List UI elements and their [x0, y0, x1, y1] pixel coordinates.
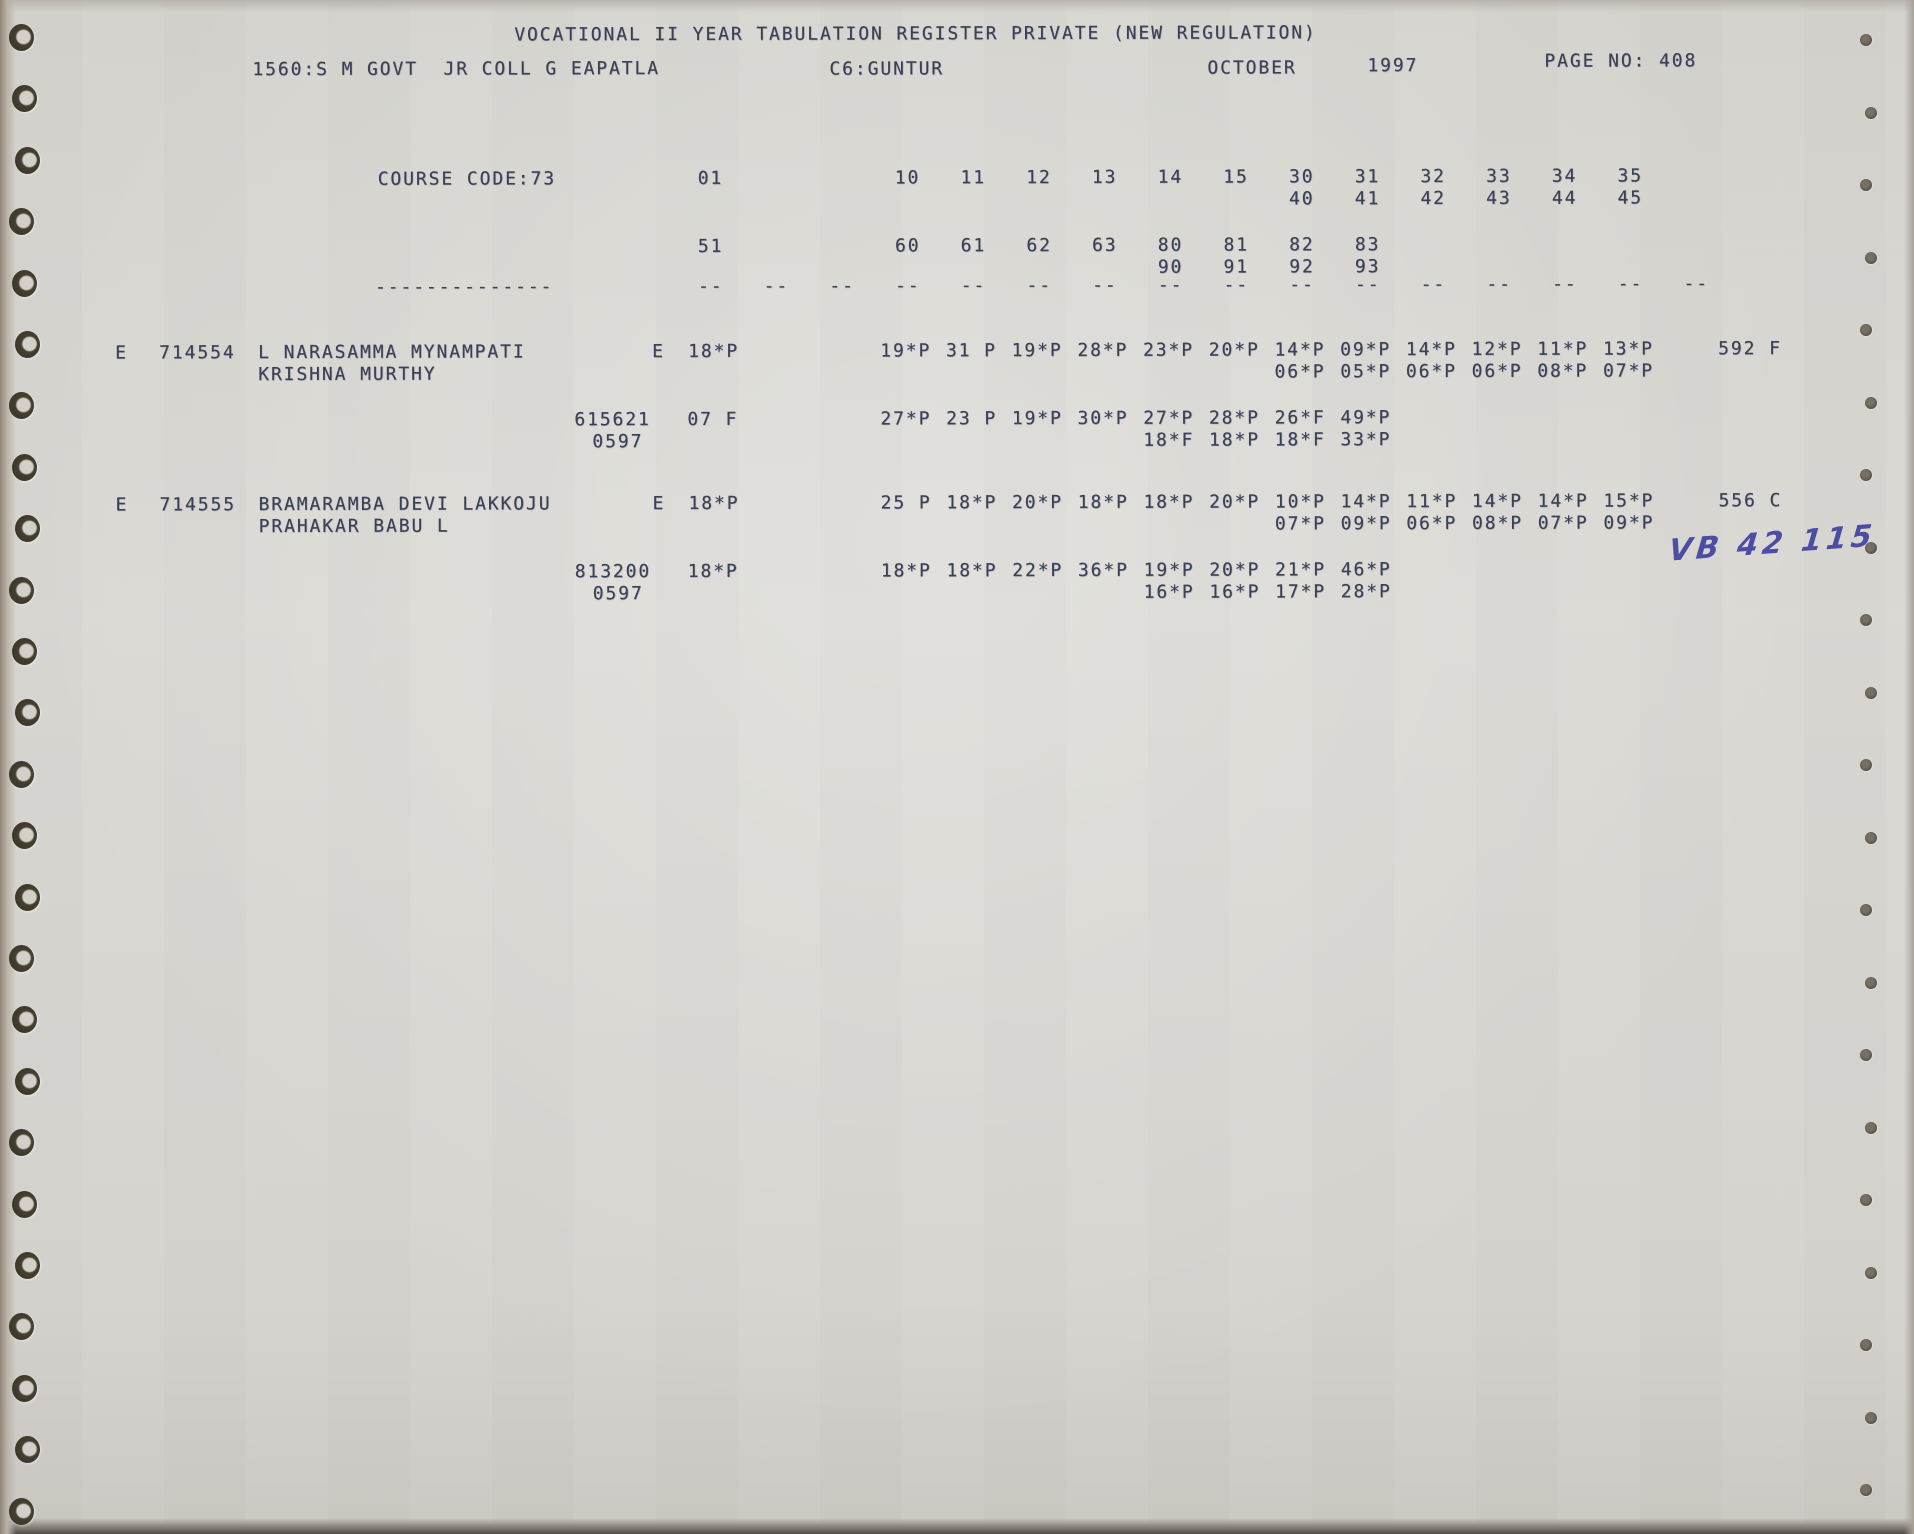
subject-code: 93 — [1354, 256, 1381, 278]
mark-token: 07*P — [1274, 513, 1326, 535]
mark-token: 18*P — [1143, 491, 1195, 513]
rule-dash: -- — [1157, 274, 1184, 296]
mark-token: 20*P — [1209, 491, 1261, 513]
subject-code: 31 — [1354, 166, 1381, 188]
rule-dash: -- — [960, 275, 987, 297]
mark-token: 11*P — [1406, 490, 1458, 513]
previous-session: 0597 — [592, 583, 644, 605]
subject-col-01: 01 — [697, 167, 724, 189]
subject-code: 43 — [1486, 187, 1512, 209]
previous-language-mark: 07 F — [687, 408, 739, 430]
rule-dash: -- — [1552, 273, 1578, 295]
mark-token: 20*P — [1209, 559, 1261, 581]
subject-code: 34 — [1551, 165, 1578, 187]
father-name: PRAHAKAR BABU L — [258, 515, 450, 538]
subject-code: 90 — [1157, 256, 1184, 278]
subject-code: 81 — [1223, 234, 1249, 256]
rule-dash: -- — [1683, 273, 1709, 295]
total-marks: 592 F — [1718, 338, 1782, 360]
mark-token: 16*P — [1209, 581, 1261, 603]
mark-token: 15*P — [1603, 490, 1655, 512]
mark-token: 28*P — [1340, 581, 1392, 603]
father-name: KRISHNA MURTHY — [258, 363, 437, 386]
rule-dash: -- — [829, 275, 855, 297]
mark-token: 27*P — [1143, 407, 1195, 429]
subject-code: 60 — [894, 235, 921, 257]
mark-token: 19*P — [1143, 559, 1195, 581]
medium-code: E — [652, 493, 666, 515]
mark-token: 14*P — [1405, 338, 1457, 361]
rule-dash: -- — [1223, 274, 1250, 296]
mark-token: 20*P — [1208, 339, 1260, 361]
mark-token: 18*F — [1274, 429, 1326, 451]
subject-code: 15 — [1223, 166, 1249, 188]
mark-token: 11*P — [1537, 338, 1589, 360]
mark-token: 33*P — [1340, 429, 1392, 451]
mark-token: 18*P — [1077, 491, 1129, 513]
rule-dash: -- — [1289, 274, 1315, 296]
subject-code: 14 — [1157, 166, 1184, 188]
candidate-flag: E — [115, 494, 129, 516]
mark-token: 31 P — [945, 340, 997, 362]
subject-code: 32 — [1420, 165, 1446, 188]
subject-code: 44 — [1551, 187, 1578, 209]
mark-token: 25 P — [880, 492, 932, 514]
rule-dash: -- — [1486, 273, 1512, 295]
mark-token: 27*P — [880, 408, 932, 430]
mark-token: 07*P — [1537, 512, 1589, 534]
mark-token: 06*P — [1405, 360, 1457, 383]
rule-dash: -- — [1026, 275, 1052, 297]
mark-token: 19*P — [1011, 340, 1063, 362]
mark-token: 26*F — [1274, 407, 1326, 429]
language-mark: 18*P — [688, 340, 740, 362]
mark-token: 14*P — [1471, 490, 1523, 512]
candidate-name: BRAMARAMBA DEVI LAKKOJU — [258, 493, 552, 516]
register-number: 714555 — [159, 494, 236, 516]
mark-token: 46*P — [1340, 559, 1392, 581]
page-number: PAGE NO: 408 — [1544, 50, 1698, 72]
subject-code: 83 — [1354, 234, 1381, 256]
subject-code: 92 — [1289, 256, 1315, 278]
subject-code: 62 — [1026, 235, 1052, 257]
mark-token: 09*P — [1340, 339, 1392, 361]
student-record — [1, 491, 1914, 616]
mark-token: 08*P — [1471, 512, 1523, 534]
previous-session: 0597 — [592, 431, 644, 453]
mark-token: 09*P — [1340, 513, 1392, 535]
subject-code: 91 — [1223, 256, 1250, 278]
handwritten-note: VB 42 115 — [1667, 518, 1878, 569]
mark-token: 36*P — [1077, 559, 1129, 581]
rule-dash: -- — [895, 275, 921, 297]
mark-token: 10*P — [1274, 491, 1326, 513]
subject-code: 35 — [1617, 165, 1643, 187]
mark-token: 28*P — [1208, 407, 1260, 429]
subject-code: 42 — [1420, 187, 1446, 210]
mark-token: 18*P — [880, 560, 932, 582]
mark-token: 23*P — [1142, 339, 1195, 361]
rule-dash: -- — [1092, 274, 1118, 296]
college-name: 1560:S M GOVT JR COLL G EAPATLA — [252, 58, 661, 81]
subject-code: 41 — [1354, 188, 1381, 210]
mark-token: 21*P — [1274, 559, 1326, 581]
mark-token: 05*P — [1340, 361, 1392, 383]
subject-code: 63 — [1092, 234, 1118, 256]
medium-code: E — [652, 341, 665, 363]
mark-token: 20*P — [1012, 492, 1064, 514]
subject-code: 82 — [1289, 234, 1315, 256]
mark-token: 18*P — [946, 560, 998, 582]
mark-token: 17*P — [1275, 581, 1327, 603]
subject-code: 11 — [960, 167, 986, 189]
rule-long: -------------- — [374, 276, 554, 298]
rule-dash: -- — [697, 275, 724, 297]
mark-token: 06*P — [1471, 360, 1523, 382]
rule-dash: -- — [1420, 273, 1447, 296]
register-number: 714554 — [159, 342, 236, 364]
mark-token: 19*P — [1011, 408, 1063, 430]
rule-dash: -- — [763, 275, 790, 297]
mark-token: 18*P — [946, 492, 998, 514]
student-record — [0, 339, 1914, 464]
mark-token: 14*P — [1274, 339, 1326, 361]
mark-token: 23 P — [946, 408, 998, 430]
mark-token: 14*P — [1537, 490, 1589, 512]
subject-code: 40 — [1289, 188, 1315, 210]
mark-token: 09*P — [1603, 512, 1655, 534]
subject-code: 61 — [960, 235, 987, 257]
language-mark: 18*P — [688, 492, 740, 514]
rule-dash: -- — [1354, 274, 1381, 296]
mark-token: 49*P — [1340, 407, 1392, 429]
subject-code: 45 — [1617, 187, 1644, 209]
previous-register-number: 813200 — [574, 561, 652, 583]
report-title: VOCATIONAL II YEAR TABULATION REGISTER PRIVATE (NEW REGULATION) — [514, 22, 1317, 46]
subject-col-51: 51 — [697, 235, 724, 257]
subject-code: 80 — [1157, 234, 1184, 256]
exam-year: 1997 — [1367, 55, 1419, 77]
mark-token: 14*P — [1340, 491, 1392, 513]
mark-token: 19*P — [880, 340, 932, 362]
subject-code: 10 — [894, 167, 921, 189]
previous-language-mark: 18*P — [687, 560, 739, 582]
previous-register-number: 615621 — [574, 409, 651, 431]
mark-token: 30*P — [1077, 407, 1129, 429]
district-name: C6:GUNTUR — [829, 58, 945, 80]
exam-month: OCTOBER — [1207, 57, 1297, 79]
mark-token: 12*P — [1471, 338, 1523, 360]
subject-code: 13 — [1091, 166, 1118, 188]
mark-token: 18*P — [1208, 429, 1260, 451]
rule-dash: -- — [1617, 273, 1644, 295]
mark-token: 28*P — [1077, 339, 1129, 361]
mark-token: 18*F — [1143, 429, 1195, 451]
total-marks: 556 C — [1718, 490, 1783, 512]
course-code-label: COURSE CODE:73 — [377, 168, 557, 190]
mark-token: 16*P — [1143, 581, 1195, 603]
subject-code: 33 — [1486, 165, 1512, 187]
subject-code: 12 — [1026, 167, 1052, 189]
mark-token: 08*P — [1537, 360, 1589, 382]
subject-code: 30 — [1288, 166, 1315, 188]
mark-token: 06*P — [1406, 512, 1458, 535]
candidate-name: L NARASAMMA MYNAMPATI — [258, 341, 526, 364]
candidate-flag: E — [115, 342, 128, 364]
mark-token: 06*P — [1274, 361, 1326, 383]
mark-token: 22*P — [1012, 560, 1064, 582]
mark-token: 07*P — [1602, 360, 1654, 382]
mark-token: 13*P — [1602, 338, 1654, 360]
